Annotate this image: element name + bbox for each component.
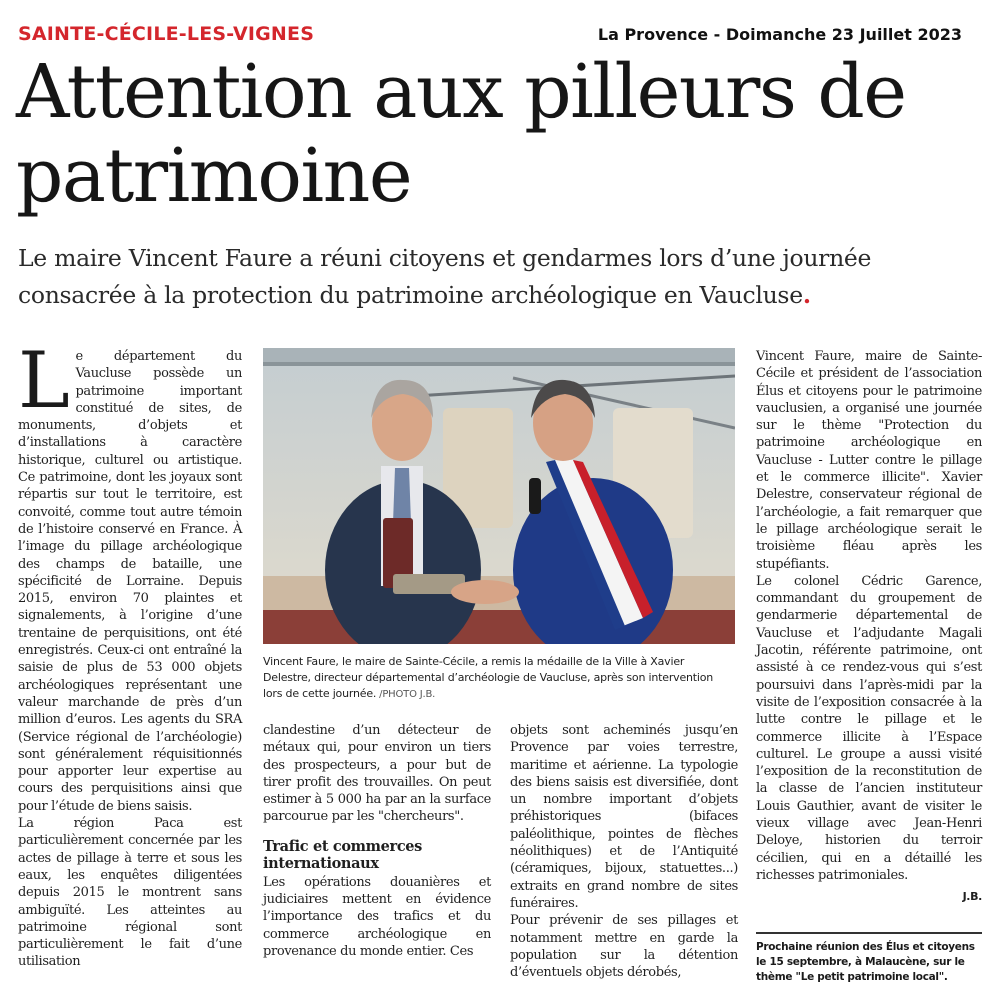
section-subheading: Trafic et commerces internationaux bbox=[263, 837, 422, 872]
body-paragraph bbox=[18, 336, 242, 815]
body-column-4 bbox=[756, 348, 982, 906]
drop-cap: L bbox=[18, 336, 70, 426]
deck-subtitle bbox=[18, 240, 978, 314]
body-paragraph: clandestine d’un détecteur de métaux qui, pour environ un tiers des prospecteurs, a pour but de tirer profit des trouvailles. On peut estimer à 5 000 ha par an la surface parcourue par les "chercheurs". bbox=[263, 723, 491, 825]
photo-illustration bbox=[263, 348, 735, 644]
upcoming-meeting-box: Prochaine réunion des Élus et citoyens le 15 septembre, à Malaucène, sur le thème "Le petit patrimoine local". bbox=[756, 932, 982, 985]
headline: Attention aux pilleurs de patrimoine bbox=[16, 49, 906, 219]
body-paragraph: objets sont acheminés jusqu’en Provence par voies terrestre, maritime et aérienne. La typologie des biens saisis est diversifiée, dont un nombre important d’objets préhistoriques (bifaces paléolithique, pointes de flèches néolithiques) et de l’Antiquité (céramiques, bijoux, statuettes...) extraits en grand nombre de sites funéraires. bbox=[510, 723, 738, 911]
author-signature: J.B. bbox=[962, 890, 982, 904]
section-kicker: SAINTE-CÉCILE-LES-VIGNES bbox=[18, 23, 315, 45]
body-paragraph: Vincent Faure, maire de Sainte-Cécile et président de l’association Élus et citoyens pour le patrimoine vauclusien, a organisé une journée sur le thème "Protection du patrimoine archéologique en Vaucluse - Lutter contre le pillage et le commerce illicite". Xavier Delestre, conservateur régional de l’archéologie, a fait remarquer que le pillage archéologique serait le troisième fléau après les stupéfiants. bbox=[756, 349, 982, 572]
deck-dot: . bbox=[802, 281, 811, 309]
body-column-1 bbox=[18, 336, 242, 971]
body-column-3 bbox=[510, 722, 738, 981]
paragraph-text: e département du Vaucluse possède un patrimoine important constitué de sites, de monuments, d’objets et d’installations à caractère historique, culturel ou artistique. Ce patrimoine, dont les joyaux sont répartis sur tout le territoire, est convoité, comme tout autre témoin de l’histoire conservé en France. À l’image du pillage archéologique des champs de bataille, une spécificité de Lorraine. Depuis 2015, environ 70 plaintes et signalements, à l’origine d’une trentaine de perquisitions, ont été enregistrés. Ceux-ci ont entraîné la saisie de plus de 53 000 objets archéologiques représentant une valeur marchande de près d’un million d’euros. Les agents du SRA (Service régional de l’archéologie) sont généralement réquisitionnés pour apporter leur expertise au cours des perquisitions ainsi que pour l’étude de biens saisis. bbox=[18, 349, 242, 814]
caption-text: Vincent Faure, le maire de Sainte-Cécile, a remis la médaille de la Ville à Xavier Delestre, directeur départemental d’archéologie de Vaucluse, après son intervention lors de cette journée. bbox=[263, 655, 714, 700]
body-paragraph: Le colonel Cédric Garence, commandant du groupement de gendarmerie départemental de Vaucluse et l’adjudante Magali Jacotin, référente patrimoine, ont assisté à ce rendez-vous qui s’est poursuivi dans l’après-midi par la visite de l’exposition consacrée à la lutte contre le pillage et le commerce illicite à l’Espace culturel. Le groupe a aussi visité l’exposition de la reconstitution de la classe de l’ancien instituteur Louis Gauthier, avant de visiter le vieux village avec Jean-Henri Deloye, historien du terroir cécilien, qui en a détaillé les richesses patrimoniales. bbox=[756, 573, 982, 883]
deck-text: Le maire Vincent Faure a réuni citoyens et gendarmes lors d’une journée consacrée à la protection du patrimoine archéologique en Vaucluse bbox=[18, 244, 872, 309]
body-column-2 bbox=[263, 722, 491, 960]
body-paragraph: La région Paca est particulièrement concernée par les actes de pillage à terre et sous les eaux, les enquêtes diligentées depuis 2015 le montrent sans ambiguïté. Les atteintes au patrimoine régional sont particulièrement le fait d’une utilisation bbox=[18, 816, 242, 970]
photo-credit: /PHOTO J.B. bbox=[376, 689, 436, 700]
article-photo bbox=[263, 348, 735, 644]
publication-date-line: La Provence - Doimanche 23 Juillet 2023 bbox=[597, 25, 962, 44]
photo-caption bbox=[263, 654, 735, 703]
body-paragraph: Les opérations douanières et judiciaires mettent en évidence l’importance des trafics et du commerce archéologique en provenance du monde entier. Ces bbox=[263, 874, 491, 959]
body-paragraph: Pour prévenir de ses pillages et notamment mettre en garde la population sur la détention d’éventuels objets dérobés, bbox=[510, 913, 738, 981]
